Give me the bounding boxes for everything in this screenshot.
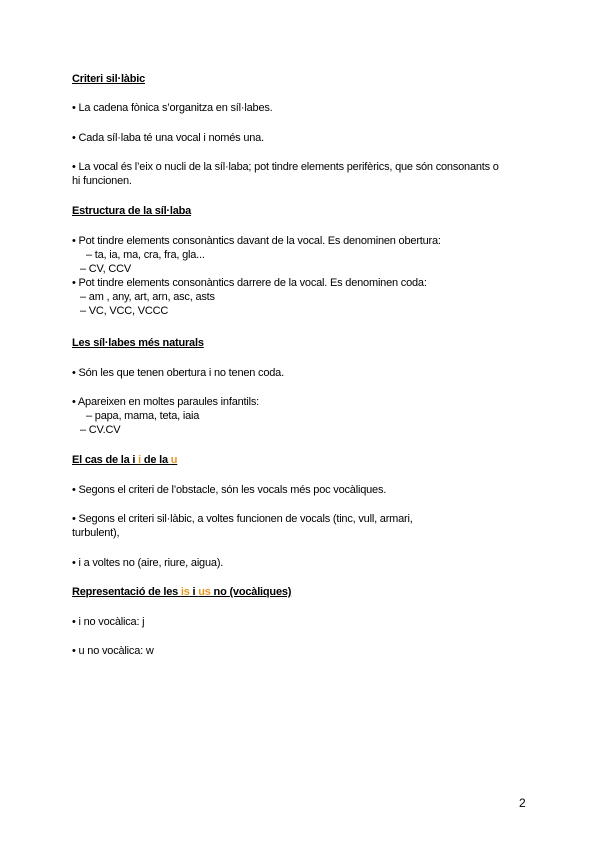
heading-cas-highlight-i: i — [138, 454, 141, 466]
heading-cas-i-u — [72, 453, 177, 467]
heading-cas-text-a: El cas de la i — [72, 454, 139, 466]
heading-representacio — [72, 585, 291, 599]
subitem-infantils-pattern: – CV.CV — [80, 424, 121, 436]
heading-rep-text-b: i — [189, 586, 199, 598]
heading-sillabes-naturals: Les síl·labes més naturals — [72, 337, 204, 349]
heading-estructura-sillaba: Estructura de la síl·laba — [72, 205, 192, 217]
heading-rep-highlight-is: is — [180, 586, 190, 598]
bullet-criteri-obstacle: • Segons el criteri de l’obstacle, són les vocals més poc vocàliques. — [72, 484, 387, 496]
list-estructura — [72, 234, 441, 318]
page-number: 2 — [519, 796, 526, 810]
bullet-a-voltes-no: • i a voltes no (aire, riure, aigua). — [72, 557, 224, 569]
bullet-paraules-infantils: • Apareixen en moltes paraules infantils: — [72, 396, 260, 408]
bullet-criteri-sillabic-vocals — [72, 512, 413, 540]
bullet-obertura-sense-coda: • Són les que tenen obertura i no tenen coda. — [72, 367, 284, 379]
bullet-vocal-eix — [72, 160, 499, 188]
subitem-coda-pattern: – VC, VCC, VCCC — [80, 305, 169, 317]
subitem-infantils-examples: – papa, mama, teta, iaia — [86, 410, 200, 422]
bullet-obertura: • Pot tindre elements consonàntics davant de la vocal. Es denominen obertura: — [72, 235, 441, 247]
heading-cas-highlight-u: u — [170, 454, 178, 466]
bullet-vocal-eix-line1: • La vocal és l’eix o nucli de la síl·laba; pot tindre elements perifèrics, que són consonants o — [72, 161, 499, 173]
subitem-coda-examples: – am , any, art, arn, asc, asts — [80, 291, 215, 303]
bullet-vocal-eix-line2: hi funcionen. — [72, 175, 132, 187]
bullet-criteri-sillabic-line2: turbulent), — [72, 527, 120, 539]
bullet-u-no-vocalica: • u no vocàlica: w — [72, 645, 154, 657]
list-paraules-infantils — [72, 395, 259, 437]
subitem-obertura-examples: – ta, ia, ma, cra, fra, gla... — [86, 249, 205, 261]
heading-criteri-sillabic: Criteri sil·làbic — [72, 73, 146, 85]
heading-rep-text-c: no (vocàliques) — [210, 586, 292, 598]
subitem-obertura-pattern: – CV, CCV — [80, 263, 131, 275]
bullet-i-no-vocalica: • i no vocàlica: j — [72, 616, 145, 628]
bullet-criteri-sillabic-line1: • Segons el criteri sil·làbic, a voltes funcionen de vocals (tinc, vull, armari, — [72, 513, 413, 525]
heading-rep-text-a: Representació de les — [72, 586, 181, 598]
bullet-cadena-fonica: • La cadena fònica s’organitza en síl·labes. — [72, 102, 273, 114]
heading-cas-text-b: de la — [140, 454, 171, 466]
bullet-coda: • Pot tindre elements consonàntics darrere de la vocal. Es denominen coda: — [72, 277, 427, 289]
bullet-cada-sillaba: • Cada síl·laba té una vocal i només una. — [72, 132, 264, 144]
heading-rep-highlight-us: us — [198, 586, 211, 598]
